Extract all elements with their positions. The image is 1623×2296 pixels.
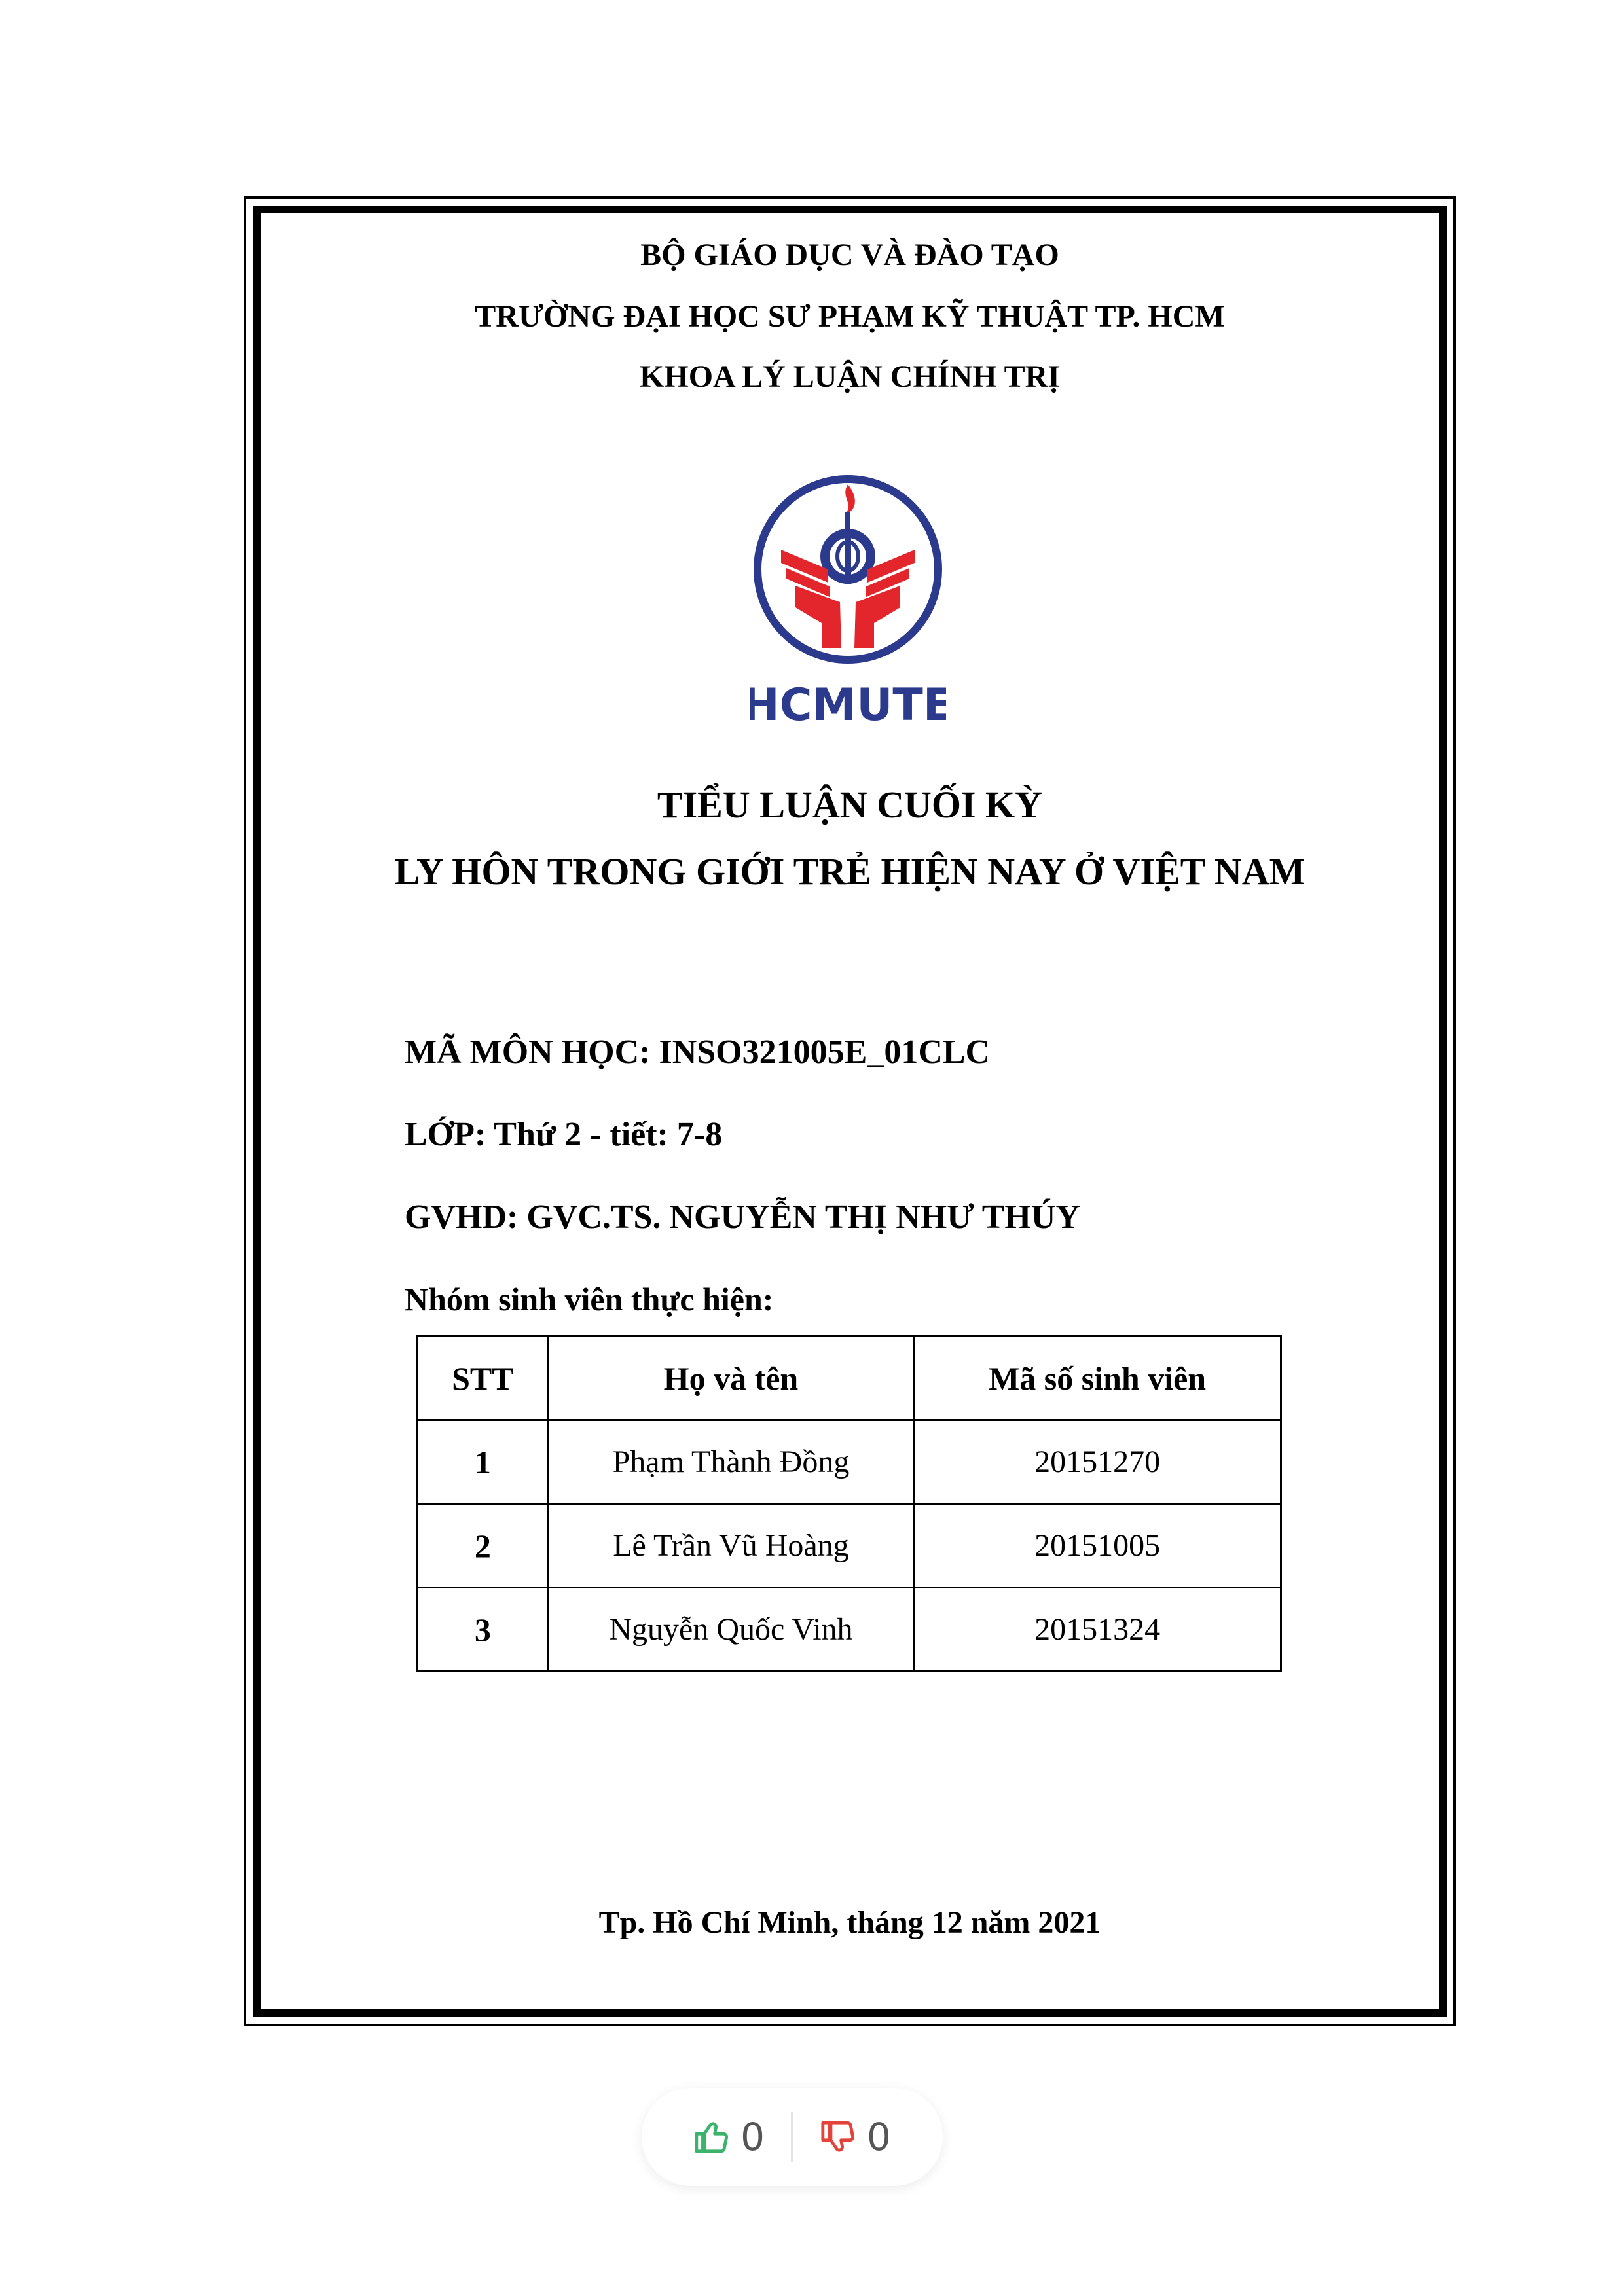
table-row [418, 1420, 1281, 1504]
dislike-button[interactable] [793, 2115, 917, 2159]
member-table [416, 1335, 1282, 1672]
hcmute-logo [750, 471, 946, 733]
header-name: Họ và tên [548, 1336, 914, 1420]
table-row [418, 1504, 1281, 1588]
faculty-heading: KHOA LÝ LUẬN CHÍNH TRỊ [640, 359, 1060, 394]
report-topic-title: LY HÔN TRONG GIỚI TRẺ HIỆN NAY Ở VIỆT NAM [394, 850, 1305, 893]
row-stt: 3 [418, 1588, 549, 1672]
advisor-name: GVHD: GVC.TS. NGUYỄN THỊ NHƯ THÚY [405, 1198, 1080, 1236]
place-date: Tp. Hồ Chí Minh, tháng 12 năm 2021 [598, 1905, 1101, 1940]
row-name: Phạm Thành Đồng [548, 1420, 914, 1504]
dislike-count: 0 [867, 2115, 891, 2159]
row-student-id: 20151005 [914, 1504, 1281, 1588]
report-type-title: TIỂU LUẬN CUỐI KỲ [657, 783, 1043, 826]
row-name: Lê Trần Vũ Hoàng [548, 1504, 914, 1588]
class-schedule: LỚP: Thứ 2 - tiết: 7-8 [405, 1116, 723, 1153]
row-name: Nguyễn Quốc Vinh [548, 1588, 914, 1672]
hcmute-emblem-icon [750, 471, 946, 733]
thumbs-up-icon [693, 2118, 731, 2156]
group-label: Nhóm sinh viên thực hiện: [405, 1281, 774, 1318]
row-stt: 2 [418, 1504, 549, 1588]
svg-text:HCMUTE: HCMUTE [750, 679, 946, 731]
header-stt: STT [418, 1336, 549, 1420]
vote-bar [642, 2088, 943, 2186]
like-button[interactable] [667, 2115, 791, 2159]
ministry-heading: BỘ GIÁO DỤC VÀ ĐÀO TẠO [640, 238, 1059, 272]
course-code: MÃ MÔN HỌC: INSO321005E_01CLC [405, 1033, 991, 1071]
university-heading: TRƯỜNG ĐẠI HỌC SƯ PHẠM KỸ THUẬT TP. HCM [475, 299, 1225, 334]
row-student-id: 20151270 [914, 1420, 1281, 1504]
table-row [418, 1588, 1281, 1672]
thumbs-down-icon [820, 2118, 858, 2156]
table-header-row [418, 1336, 1281, 1420]
row-student-id: 20151324 [914, 1588, 1281, 1672]
header-student-id: Mã số sinh viên [914, 1336, 1281, 1420]
row-stt: 1 [418, 1420, 549, 1504]
like-count: 0 [740, 2115, 765, 2159]
